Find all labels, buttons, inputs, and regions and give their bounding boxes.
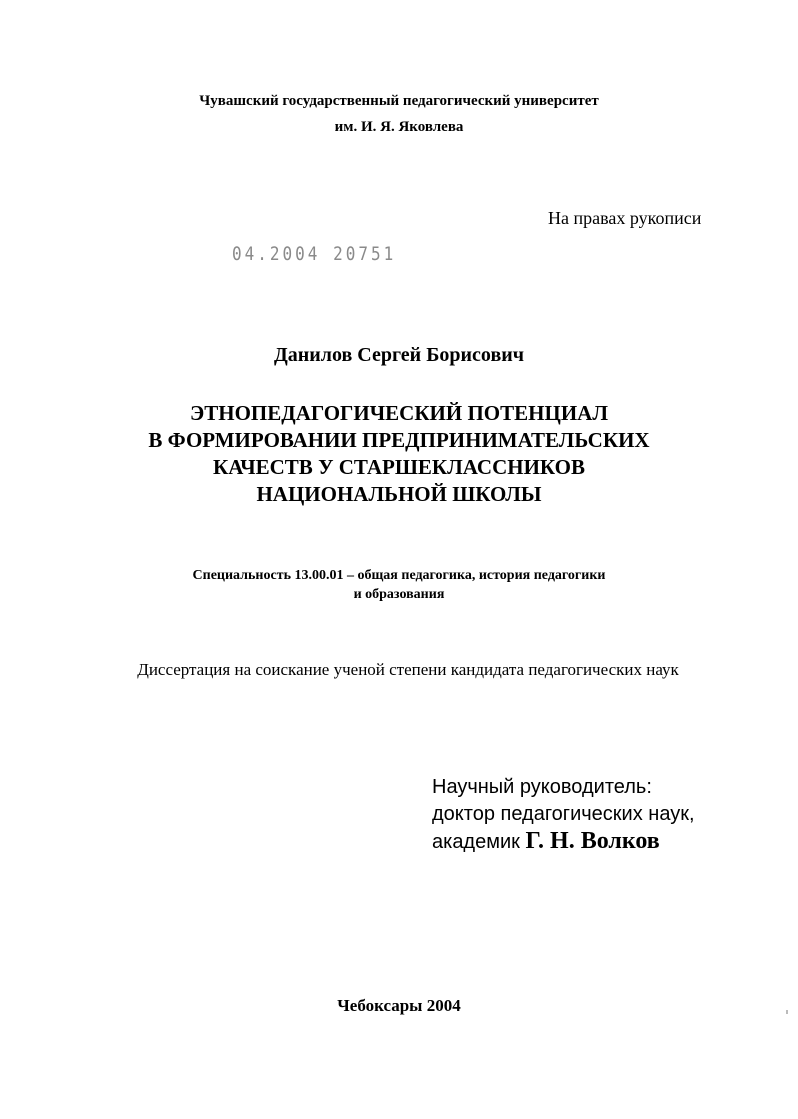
title-line: КАЧЕСТВ У СТАРШЕКЛАССНИКОВ: [213, 455, 585, 479]
title-line: ЭТНОПЕДАГОГИЧЕСКИЙ ПОТЕНЦИАЛ: [190, 401, 608, 425]
degree-statement: Диссертация на соискание ученой степени кандидата педагогических наук: [137, 660, 679, 679]
specialty-line: Специальность 13.00.01 – общая педагогика, история педагогики: [192, 568, 606, 583]
supervisor-name: Г. Н. Волков: [525, 828, 660, 854]
supervisor-label: Научный руководитель:: [432, 776, 652, 798]
university-block: [0, 88, 798, 140]
rights-note: На правах рукописи: [548, 208, 702, 228]
stamp-number: 04.2004 20751: [232, 242, 397, 265]
scan-mark: [786, 1010, 788, 1014]
university-name: им. И. Я. Яковлева: [334, 119, 464, 135]
supervisor-line: [432, 828, 695, 856]
author-name: Данилов Сергей Борисович: [273, 344, 525, 366]
dissertation-title: [0, 400, 798, 508]
title-line: НАЦИОНАЛЬНОЙ ШКОЛЫ: [256, 482, 542, 506]
supervisor-rank: академик: [432, 831, 520, 853]
specialty-line: и образования: [353, 587, 445, 602]
title-line: В ФОРМИРОВАНИИ ПРЕДПРИНИМАТЕЛЬСКИХ: [148, 428, 650, 452]
specialty-block: [0, 566, 798, 604]
supervisor-degree: доктор педагогических наук,: [432, 803, 695, 825]
supervisor-block: [432, 774, 695, 856]
city-year: Чебоксары 2004: [337, 996, 461, 1015]
university-title: Чувашский государственный педагогический университет: [199, 93, 599, 109]
